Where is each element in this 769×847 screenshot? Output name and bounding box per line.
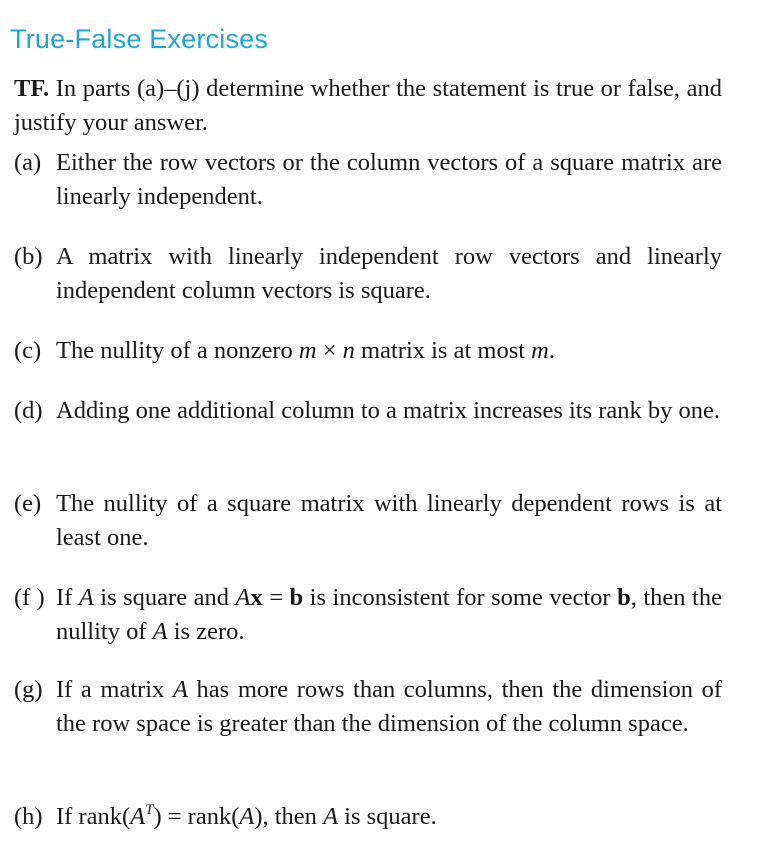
exercise-intro <box>14 72 722 140</box>
statement-g <box>14 673 722 741</box>
math-vector: b <box>289 584 304 611</box>
statement-label: (f ) <box>14 584 45 611</box>
math-var: A <box>172 676 188 703</box>
statement-a <box>14 146 722 214</box>
statement-text: The nullity of a square matrix with linearly dependent rows is at least one. <box>56 490 722 551</box>
statement-f <box>14 581 722 649</box>
exercise-instructions: In parts (a)–(j) determine whether the statement is true or false, and justify your answer. <box>14 75 722 136</box>
text-run: ) = rank( <box>153 803 240 830</box>
statement-text <box>56 800 722 834</box>
text-run: ), then <box>254 803 324 830</box>
statement-d <box>14 394 722 428</box>
math-op: × <box>316 337 343 364</box>
math-var: A <box>78 584 94 611</box>
math-var: A <box>323 803 339 830</box>
text-run: If <box>56 584 79 611</box>
statement-label: (a) <box>14 149 42 176</box>
statement-c <box>14 334 722 368</box>
text-run: If rank( <box>56 803 131 830</box>
math-op: = <box>262 584 290 611</box>
statement-e <box>14 487 722 555</box>
transpose-superscript: T <box>145 802 154 818</box>
text-run: . <box>548 337 555 364</box>
text-run: matrix is at most <box>354 337 532 364</box>
text-run: is square and <box>93 584 236 611</box>
exercise-number: TF. <box>14 75 50 102</box>
text-run: is square. <box>338 803 437 830</box>
text-run: , then the nullity of <box>56 584 722 645</box>
math-vector: b <box>617 584 631 611</box>
statement-text: A matrix with linearly independent row vectors and linearly independent column vectors is square. <box>56 243 722 304</box>
statement-text <box>56 334 722 368</box>
math-var: n <box>342 337 355 364</box>
text-run: has more rows than columns, then the dimension of the row space is greater than the dimension of the column space. <box>56 676 722 737</box>
text-run: The nullity of a nonzero <box>56 337 299 364</box>
section-heading: True-False Exercises <box>10 24 269 54</box>
text-run: If a matrix <box>56 676 173 703</box>
statement-label: (g) <box>14 676 43 703</box>
statement-b <box>14 240 722 308</box>
statement-label: (b) <box>14 243 43 270</box>
math-var: A <box>235 584 251 611</box>
math-vector: x <box>250 584 263 611</box>
statement-text: Either the row vectors or the column vectors of a square matrix are linearly independent. <box>56 149 722 210</box>
statement-text: Adding one additional column to a matrix increases its rank by one. <box>56 397 721 424</box>
statement-label: (c) <box>14 337 42 364</box>
text-run: is zero. <box>167 618 245 645</box>
statement-label: (d) <box>14 397 43 424</box>
math-var: m <box>298 337 317 364</box>
statement-text <box>56 581 722 649</box>
statement-h <box>14 800 722 834</box>
statement-label: (e) <box>14 490 42 517</box>
math-var: A <box>130 803 146 830</box>
math-var: A <box>152 618 168 645</box>
math-var: m <box>531 337 549 364</box>
statement-text <box>56 673 722 741</box>
math-var: A <box>239 803 255 830</box>
statement-label: (h) <box>14 803 43 830</box>
text-run: is inconsistent for some vector <box>303 584 618 611</box>
